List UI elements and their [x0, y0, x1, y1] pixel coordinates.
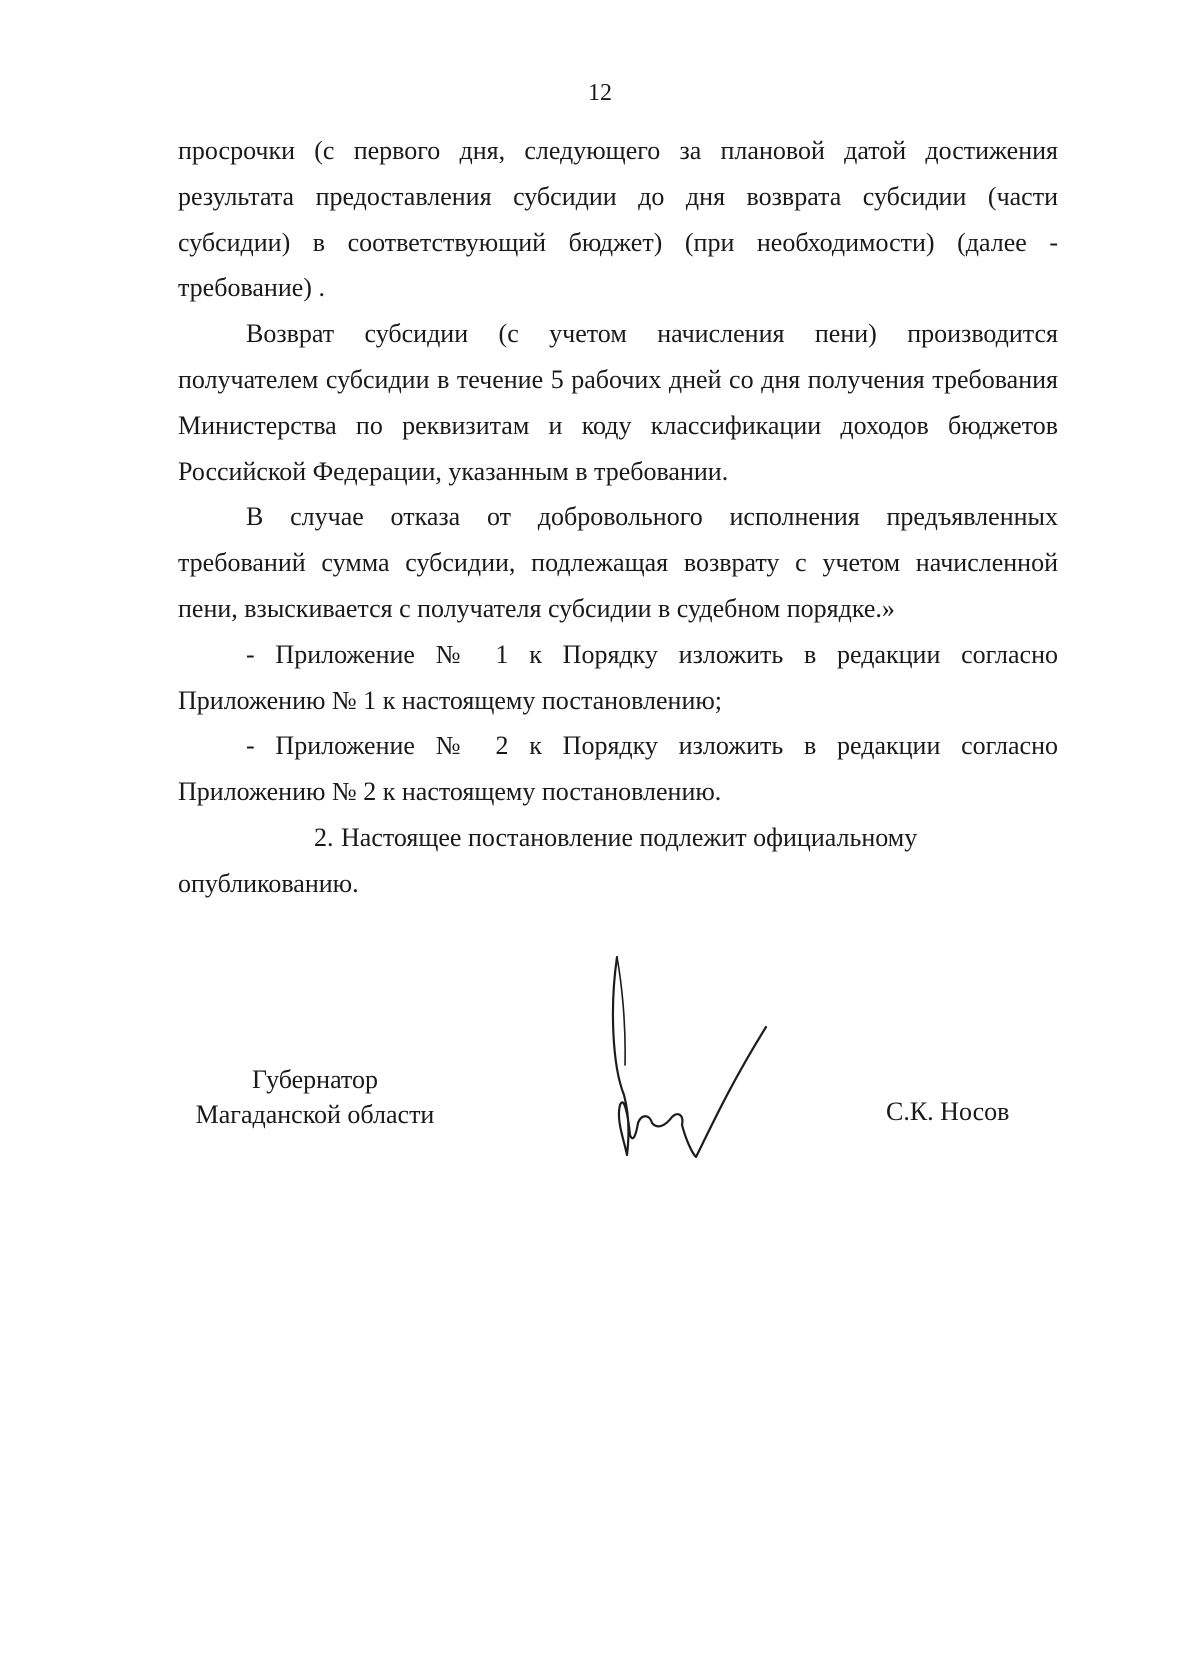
paragraph-appendix-2: - Приложение № 2 к Порядку изложить в редакции согласно Приложению № 2 к настоящему постановлению. — [178, 731, 1058, 807]
page-number: 12 — [588, 80, 612, 106]
item-2-text: Настоящее постановление подлежит официальному — [341, 822, 918, 852]
item-2-number: 2. — [314, 822, 334, 852]
document-body — [178, 128, 1058, 907]
item-2-continuation: опубликованию. — [178, 868, 359, 898]
handwritten-signature — [600, 945, 790, 1175]
signatory-title-line-2: Магаданской области — [195, 1100, 435, 1129]
signatory-name: С.К. Носов — [886, 1097, 1010, 1126]
item-2-line — [178, 815, 1058, 861]
signatory-title-line-1: Губернатор — [252, 1065, 378, 1094]
paragraph-court-recovery: В случае отказа от добровольного исполнения предъявленных требований сумма субсидии, подлежащая возврату с учетом начисленной пени, взыскивается с получателя субсидии в судебном порядке.» — [178, 502, 1058, 623]
paragraph-refund: Возврат субсидии (с учетом начисления пени) производится получателем субсидии в течение 5 рабочих дней со дня получения требования Министерства по реквизитам и коду классификации доходов бюджетов Российской Федерации, указанным в требовании. — [178, 319, 1058, 486]
signatory-title — [175, 1062, 455, 1132]
paragraph-continuation: просрочки (с первого дня, следующего за плановой датой достижения результата предоставления субсидии до дня возврата субсидии (части субсидии) в соответствующий бюджет) (при необходимости) (далее - требование) . — [178, 136, 1058, 303]
paragraph-appendix-1: - Приложение № 1 к Порядку изложить в редакции согласно Приложению № 1 к настоящему постановлению; — [178, 639, 1058, 715]
